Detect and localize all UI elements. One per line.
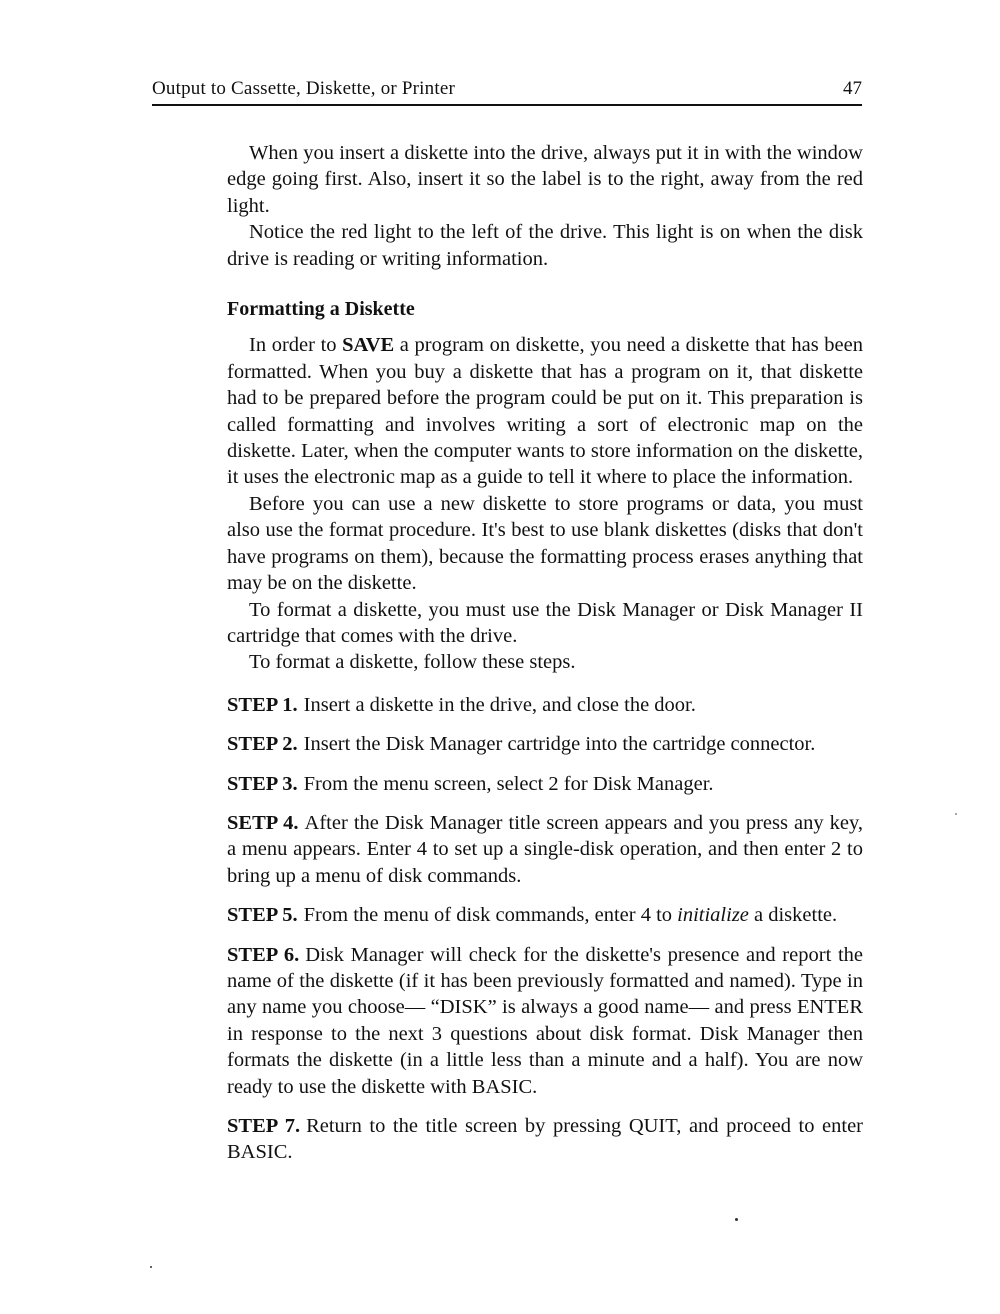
save-keyword: SAVE: [342, 334, 395, 357]
scan-speck: [150, 1266, 152, 1268]
scan-speck: [735, 1218, 738, 1221]
step-3: [227, 771, 863, 797]
section-heading: Formatting a Diskette: [227, 298, 415, 321]
step-5: [227, 902, 863, 928]
step-1: [227, 692, 863, 718]
step-label: STEP 2.: [227, 733, 298, 756]
section-paragraph-1: [227, 332, 863, 490]
step-text: Disk Manager will check for the diskette's presence and report the name of the diskette (if it has been previously formatted and named). Type in any name you choose— “DISK” is always a good name— and press ENTER in response to the next 3 questions about disk format. Disk Manager then formats the diskette (in a little less than a minute and a half). You are now ready to use the diskette with BASIC.: [227, 943, 863, 1098]
section-paragraph-1-rest: a program on diskette, you need a diskette that has been formatted. When you buy a diskette that has a program on it, that diskette had to be prepared before the program could be put on it. This preparation is called formatting and involves writing a sort of electronic map on the diskette. Later, when the computer wants to store information on the diskette, it uses the electronic map as a guide to tell it where to place the information.: [227, 334, 863, 489]
body-text: [227, 140, 863, 1166]
intro-paragraph-1: When you insert a diskette into the drive, always put it in with the window edge going first. Also, insert it so the label is to the right, away from the red light.: [227, 142, 863, 217]
step-text: From the menu of disk commands, enter 4 to: [303, 904, 678, 927]
step-7: [227, 1113, 863, 1166]
step-label: STEP 1.: [227, 693, 298, 716]
running-header: [152, 74, 862, 106]
section-paragraph-4: To format a diskette, follow these steps.: [249, 651, 576, 674]
intro-paragraph-2: Notice the red light to the left of the drive. This light is on when the disk drive is reading or writing information.: [227, 221, 863, 270]
section-paragraph-1-start: In order to: [249, 334, 343, 357]
step-text-end: a diskette.: [748, 904, 838, 927]
step-label: STEP 5.: [227, 904, 298, 927]
step-text: After the Disk Manager title screen appears and you press any key, a menu appears. Enter 4 to set up a single-disk operation, and then enter 2 to bring up a menu of disk commands.: [227, 811, 863, 887]
step-4: [227, 810, 863, 889]
step-text: Return to the title screen by pressing QUIT, and proceed to enter BASIC.: [227, 1115, 864, 1164]
section-paragraph-3: To format a diskette, you must use the Disk Manager or Disk Manager II cartridge that comes with the drive.: [227, 598, 863, 647]
step-text: Insert the Disk Manager cartridge into the cartridge connector.: [303, 733, 816, 756]
scan-speck: [955, 813, 957, 815]
step-2: [227, 731, 863, 757]
page-number: 47: [843, 78, 862, 99]
step-label: SETP 4.: [227, 811, 299, 834]
initialize-term: initialize: [677, 904, 749, 927]
step-label: STEP 3.: [227, 772, 298, 795]
running-title: Output to Cassette, Diskette, or Printer: [152, 78, 455, 99]
steps-list: [227, 692, 863, 1166]
step-text: From the menu screen, select 2 for Disk Manager.: [303, 772, 714, 795]
section-paragraph-2: Before you can use a new diskette to store programs or data, you must also use the format procedure. It's best to use blank diskettes (disks that don't have programs on them), because the formatting process erases anything that may be on the diskette.: [227, 492, 863, 595]
step-6: [227, 942, 863, 1100]
step-label: STEP 7.: [227, 1115, 301, 1137]
step-text: Insert a diskette in the drive, and close the door.: [303, 693, 696, 716]
step-label: STEP 6.: [227, 943, 300, 966]
